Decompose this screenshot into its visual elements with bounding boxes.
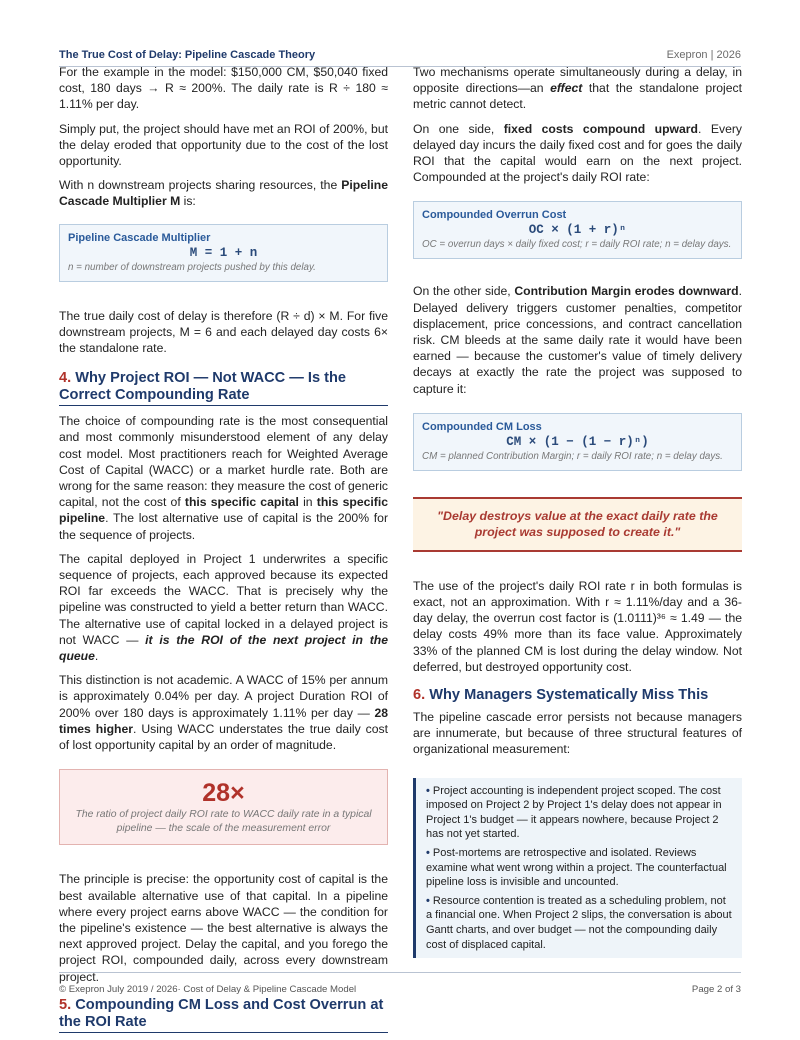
paragraph: The true daily cost of delay is therefore (R ÷ d) × M. For five downstream projects, M = 6 and each delayed day costs 6× the standalone rate. (59, 308, 388, 356)
formula-title: Compounded CM Loss (422, 420, 542, 433)
list-item: • Post-mortems are retrospective and isolated. Reviews examine what went wrong within a project. The counterfactual pipeline loss is invisible and uncounted. (426, 847, 727, 889)
paragraph: This distinction is not academic. A WACC of 15% per annum is approximately 0.04% per day. A project Duration ROI of 200% over 180 days is approximately 1.11% per day — 28 times higher. Using WACC understates the true daily cost of lost opportunity capital by an order of magnitude. (59, 673, 389, 753)
formula-title: Pipeline Cascade Multiplier (68, 231, 211, 244)
formula-note: OC = overrun days × daily fixed cost; r = daily ROI rate; n = delay days. (422, 239, 732, 251)
paragraph: With n downstream projects sharing resources, the Pipeline Cascade Multiplier M is: (59, 178, 388, 209)
formula-expression: M = 1 + n (189, 245, 258, 260)
page-number: Page 2 of 3 (691, 984, 741, 995)
paragraph: On one side, fixed costs compound upward. Every delayed day incurs the daily fixed cost and for goes the daily ROI that the capital would earn on the next project. Compounded at the project's daily ROI rate: (413, 121, 742, 185)
formula-note: CM = planned Contribution Margin; r = daily ROI rate; n = delay days. (422, 450, 723, 462)
page-footer (59, 972, 741, 995)
formula-title: Compounded Overrun Cost (422, 209, 567, 222)
formula-note: n = number of downstream projects pushed by this delay. (68, 261, 316, 273)
paragraph: The choice of compounding rate is the most consequential and most commonly misunderstood element of any delay cost model. Most practitioners reach for Weighted Average Cost of Capital (WACC) or a market hurdle rate. Both are wrong for the same reason: they measure the cost of generic capital, not the cost of this specific capital in this specific pipeline. The lost alternative use of capital is the 200% for the sequence of projects. (59, 414, 388, 542)
formula-expression: CM × (1 − (1 − r)ⁿ) (506, 434, 649, 449)
paragraph: Simply put, the project should have met an ROI of 200%, but the delay eroded that opportunity due to the cost of the lost opportunity. (59, 121, 388, 169)
list-item: • Project accounting is independent project scoped. The cost imposed on Project 2 by Project 1's delay does not appear in Project 1's budget — it appears nowhere, because Project 2 has not yet started. (426, 784, 722, 841)
header-brand-year: Exepron | 2026 (666, 49, 741, 61)
pull-quote: "Delay destroys value at the exact daily rate the project was supposed to create it." (413, 497, 742, 552)
bullet-callout (413, 778, 742, 959)
section-heading-6: 6. Why Managers Systematically Miss This (413, 687, 709, 704)
paragraph: The principle is precise: the opportunity cost of capital is the best available alternative use of that capital. In a pipeline where every project earns above WACC — the condition for the pipeline's existence — the best alternative is always the next approved project. Delay the capital, and you forego the project ROI, compounded daily, across every downstream project. (59, 872, 388, 984)
list-item: • Resource contention is treated as a scheduling problem, not a financial one. When Project 2 slips, the conversation is about Gantt charts, and over budget — not the compounding daily cost of displaced capital. (426, 894, 732, 951)
left-column (59, 64, 388, 1040)
footer-copyright: © Exepron July 2019 / 2026· Cost of Delay & Pipeline Cascade Model (59, 984, 357, 995)
stat-caption: The ratio of project daily ROI rate to WACC daily rate in a typical pipeline — the scale of the measurement error (75, 809, 372, 835)
right-column (413, 64, 742, 958)
paragraph: The capital deployed in Project 1 underwrites a specific sequence of projects, each approved because its expected ROI far exceeds the WACC. That is precisely why the pipeline was constructed to yield a better return than WACC. The alternative use of capital locked in a delayed project is not WACC — it is the ROI of the next project in the queue. (59, 551, 388, 664)
paragraph: The use of the project's daily ROI rate r in both formulas is exact, not an approximation. With r ≈ 1.11%/day and a 36-day delay, the overrun cost factor is (1.0111)³⁶ ≈ 1.49 — the delay costs 49% more than its face value. Approximately 33% of the planned CM is lost during the delay window. Not deferred, but destroyed opportunity cost. (413, 578, 742, 674)
formula-box-multiplier (59, 224, 388, 282)
paragraph: For the example in the model: $150,000 CM, $50,040 fixed cost, 180 days → R ≈ 200%. The daily rate is R ÷ 180 ≈ 1.11% per day. (59, 65, 388, 112)
stat-callout (59, 769, 388, 845)
formula-box-cm-loss (413, 413, 742, 471)
section-heading-5: 5. Compounding CM Loss and Cost Overrun at the ROI Rate (59, 997, 388, 1033)
formula-expression: OC × (1 + r)ⁿ (528, 223, 627, 238)
paragraph: Two mechanisms operate simultaneously during a delay, in opposite directions—an effect that the standalone project metric cannot detect. (413, 65, 742, 112)
paragraph: The pipeline cascade error persists not because managers are innumerate, but because of three structural features of organizational measurement: (413, 710, 742, 757)
section-heading-4: 4. Why Project ROI — Not WACC — Is the Correct Compounding Rate (59, 370, 388, 406)
stat-value: 28× (202, 779, 245, 808)
paragraph: On the other side, Contribution Margin erodes downward. Delayed delivery triggers customer penalties, competitor displacement, price concessions, and contract cancellation risk. CM bleeds at the same daily rate it would have been earned — because the customer's value of timely delivery decays at exactly the rate the project was supposed to capture it: (413, 284, 742, 396)
document-title: The True Cost of Delay: Pipeline Cascade Theory (59, 49, 316, 61)
formula-box-overrun (413, 201, 742, 259)
